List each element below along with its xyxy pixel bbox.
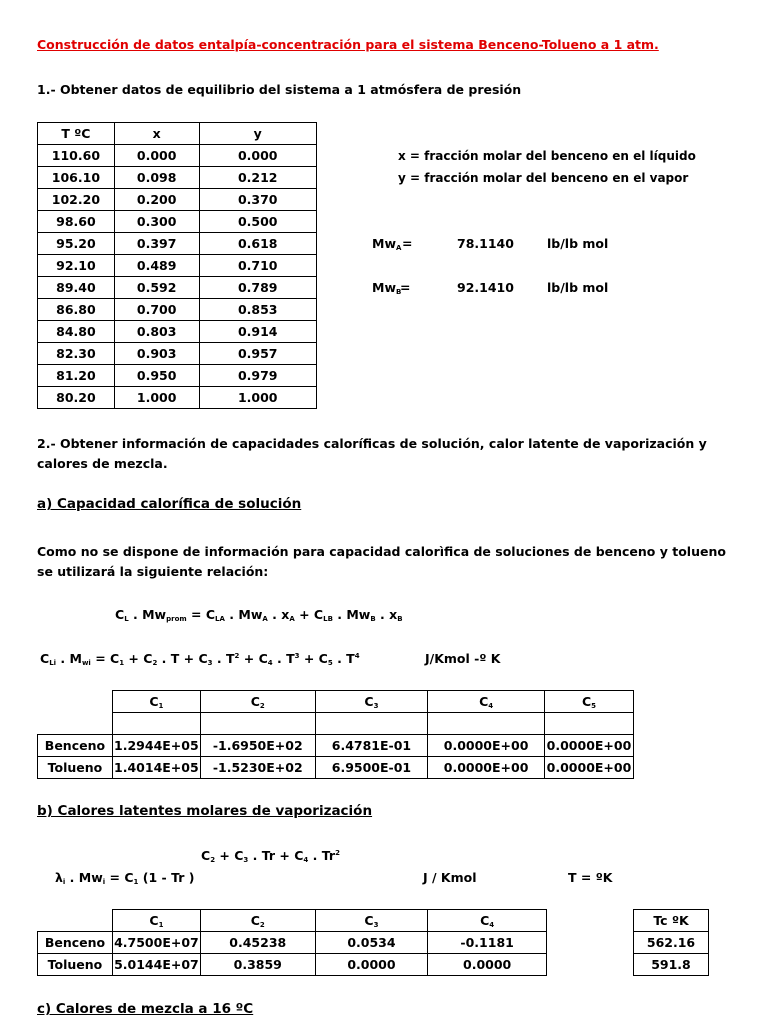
cell: 1.2944E+05	[112, 735, 200, 757]
table-row	[38, 211, 317, 233]
cell: 110.60	[38, 145, 115, 167]
cell: 102.20	[38, 189, 115, 211]
cell: 86.80	[38, 299, 115, 321]
cell: 0.098	[114, 167, 199, 189]
temperature-units: T = ºK	[568, 870, 613, 885]
cell: 92.10	[38, 255, 115, 277]
cell	[112, 713, 200, 735]
cell: 0.618	[199, 233, 317, 255]
cell: 562.16	[634, 932, 709, 954]
header-c5: $C_5$	[544, 691, 633, 713]
cell: 1.000	[199, 387, 317, 409]
equation-3-units: J / Kmol	[423, 870, 477, 885]
cell: 0.853	[199, 299, 317, 321]
cell: 0.0000	[428, 954, 547, 976]
cell: 95.20	[38, 233, 115, 255]
table-row	[38, 387, 317, 409]
header-c3: $C_3$	[315, 691, 428, 713]
cell: 98.60	[38, 211, 115, 233]
cell: 4.7500E+07	[112, 932, 200, 954]
cell: 0.212	[199, 167, 317, 189]
cell: 0.000	[199, 145, 317, 167]
table-row	[38, 321, 317, 343]
table-row	[38, 932, 547, 954]
cell: 0.0000E+00	[544, 735, 633, 757]
table-row	[38, 233, 317, 255]
equation-component-heat-capacity: $C_{Li}$ . $M_{wi} = C_1 + C_2$ . $T + C_3$ . $T^2 + C_4$ . $T^3 + C_5$ . $T^4$	[40, 651, 360, 667]
cell: 0.0000E+00	[544, 757, 633, 779]
cell	[38, 910, 113, 932]
cell	[428, 713, 545, 735]
cell: 0.789	[199, 277, 317, 299]
table-row	[38, 277, 317, 299]
cell: 0.957	[199, 343, 317, 365]
equation-2-units: J/Kmol -º K	[425, 651, 501, 666]
cell: 6.4781E-01	[315, 735, 428, 757]
critical-temperature-table	[633, 909, 709, 976]
cell: 0.489	[114, 255, 199, 277]
cell: -0.1181	[428, 932, 547, 954]
section-a-heading: a) Capacidad calorífica de solución	[37, 496, 302, 512]
cell	[38, 691, 113, 713]
table-row	[38, 167, 317, 189]
table-row	[38, 145, 317, 167]
header-x: x	[114, 123, 199, 145]
equilibrium-header-row	[38, 123, 317, 145]
table-row	[634, 954, 709, 976]
cell: 6.9500E-01	[315, 757, 428, 779]
mw-a-value: 78.1140	[457, 236, 514, 251]
cell: 0.0000E+00	[428, 735, 545, 757]
header-tc: Tc ºK	[634, 910, 709, 932]
cell: 0.803	[114, 321, 199, 343]
cell: 0.500	[199, 211, 317, 233]
equilibrium-table	[37, 122, 317, 409]
cell: 106.10	[38, 167, 115, 189]
mw-b-value: 92.1410	[457, 280, 514, 295]
mw-b-label: $Mw_B$	[372, 280, 402, 296]
mw-b-unit: lb/lb mol	[547, 280, 609, 295]
equation-latent-heat: $\lambda_i$ . $Mw_i = C_1$ (1 - Tr )	[55, 870, 195, 886]
cell: 0.3859	[200, 954, 315, 976]
cell: 0.903	[114, 343, 199, 365]
mw-a-equals: =	[402, 236, 413, 251]
page-title: Construcción de datos entalpía-concentración para el sistema Benceno-Tolueno a 1 atm.	[37, 37, 659, 52]
section-b-heading: b) Calores latentes molares de vaporización	[37, 803, 373, 819]
section-c-heading: c) Calores de mezcla a 16 ºC	[37, 1001, 254, 1017]
cp-header-row	[38, 691, 634, 713]
cell: 0.370	[199, 189, 317, 211]
latent-header-row	[38, 910, 547, 932]
cell: 0.300	[114, 211, 199, 233]
cell: 591.8	[634, 954, 709, 976]
header-c4: $C_4$	[428, 910, 547, 932]
row-label: Benceno	[38, 932, 113, 954]
cell: 0.45238	[200, 932, 315, 954]
header-c2: $C_2$	[200, 691, 315, 713]
row-label: Benceno	[38, 735, 113, 757]
cell: 0.710	[199, 255, 317, 277]
table-row	[38, 735, 634, 757]
table-row	[38, 365, 317, 387]
cell: 0.200	[114, 189, 199, 211]
cp-coefficients-table	[37, 690, 634, 779]
cell: 0.592	[114, 277, 199, 299]
cell: 0.979	[199, 365, 317, 387]
row-label: Tolueno	[38, 757, 113, 779]
cell: 1.4014E+05	[112, 757, 200, 779]
row-label: Tolueno	[38, 954, 113, 976]
cell: 84.80	[38, 321, 115, 343]
equation-solution-heat-capacity: $C_L$ . $Mw_{prom} = C_{LA}$ . $Mw_A$ . $x_A + C_{LB}$ . $Mw_B$ . $x_B$	[115, 607, 403, 623]
table-row	[38, 757, 634, 779]
header-y: y	[199, 123, 317, 145]
cell: 0.397	[114, 233, 199, 255]
cell	[544, 713, 633, 735]
tc-header-row	[634, 910, 709, 932]
cell: 0.0000	[315, 954, 428, 976]
cell: -1.6950E+02	[200, 735, 315, 757]
cp-empty-row	[38, 713, 634, 735]
cell: 5.0144E+07	[112, 954, 200, 976]
step-1-heading: 1.- Obtener datos de equilibrio del sistema a 1 atmósfera de presión	[37, 82, 522, 97]
cell	[38, 713, 113, 735]
header-c1: $C_1$	[112, 691, 200, 713]
header-c3: $C_3$	[315, 910, 428, 932]
cell: 1.000	[114, 387, 199, 409]
cell: 89.40	[38, 277, 115, 299]
cell: 80.20	[38, 387, 115, 409]
step-2-heading: 2.- Obtener información de capacidades caloríficas de solución, calor latente de vaporización y calores de mezcla.	[37, 436, 707, 471]
legend-y: y = fracción molar del benceno en el vapor	[398, 171, 689, 185]
mw-a-unit: lb/lb mol	[547, 236, 609, 251]
legend-x: x = fracción molar del benceno en el líquido	[398, 149, 696, 163]
mw-b-equals: =	[400, 280, 411, 295]
cell	[200, 713, 315, 735]
cell: 0.914	[199, 321, 317, 343]
table-row	[38, 343, 317, 365]
mw-a-label: $Mw_A$	[372, 236, 402, 252]
cell: 0.0534	[315, 932, 428, 954]
table-row	[38, 299, 317, 321]
header-c1: $C_1$	[112, 910, 200, 932]
cell	[315, 713, 428, 735]
table-row	[38, 255, 317, 277]
cell: 82.30	[38, 343, 115, 365]
cell: 0.0000E+00	[428, 757, 545, 779]
cell: 0.000	[114, 145, 199, 167]
latent-heat-table	[37, 909, 547, 976]
cell: 0.950	[114, 365, 199, 387]
table-row	[38, 954, 547, 976]
header-temperature: T ºC	[38, 123, 115, 145]
cell: 0.700	[114, 299, 199, 321]
cell: -1.5230E+02	[200, 757, 315, 779]
table-row	[38, 189, 317, 211]
header-c2: $C_2$	[200, 910, 315, 932]
equation-latent-heat-numerator: $C_2 + C_3$ . $Tr + C_4$ . Tr$^2$	[201, 848, 340, 864]
table-row	[634, 932, 709, 954]
cell: 81.20	[38, 365, 115, 387]
section-a-paragraph: Como no se dispone de información para capacidad calorìfica de soluciones de benceno y tolueno se utilizará la siguiente relación:	[37, 544, 726, 579]
header-c4: $C_4$	[428, 691, 545, 713]
